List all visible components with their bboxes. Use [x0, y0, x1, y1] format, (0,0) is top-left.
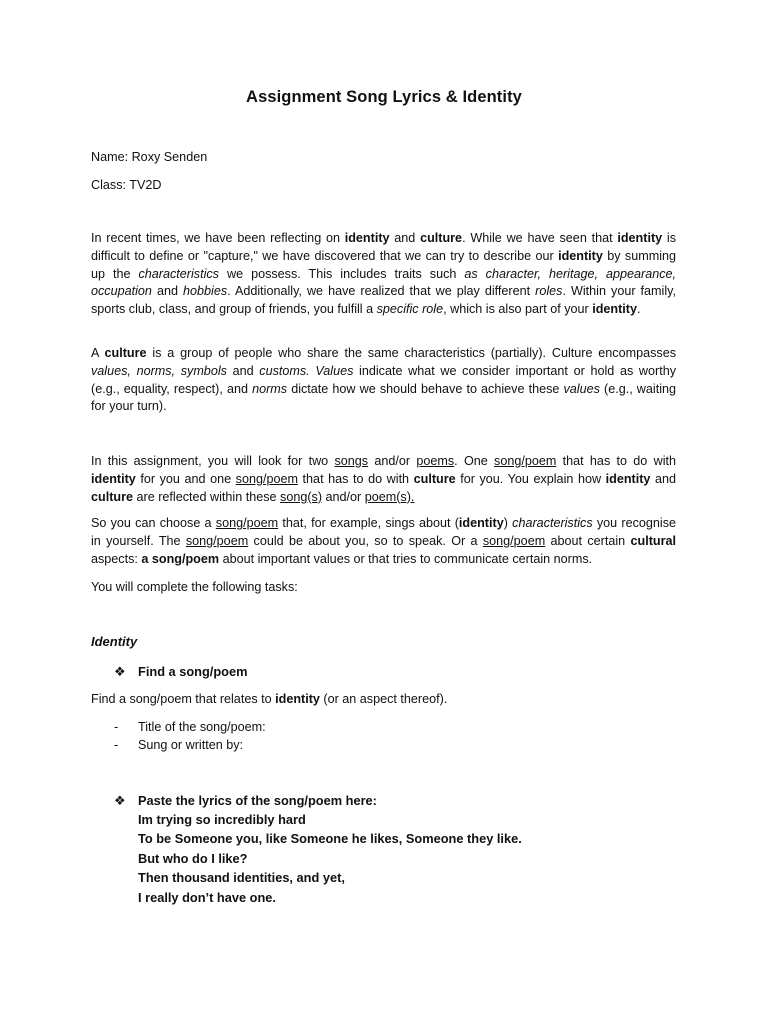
- text-run: poem(s).: [364, 489, 415, 504]
- class-line: Class: TV2D: [91, 178, 162, 192]
- document-title: Assignment Song Lyrics & Identity: [246, 88, 522, 106]
- text-run: (e.g., waiting for your turn).: [91, 381, 676, 414]
- text-run: values, norms, symbols: [91, 363, 227, 378]
- text-run: song/poem: [215, 516, 279, 530]
- text-run: A: [91, 346, 105, 360]
- text-run: that has to do with: [556, 454, 676, 468]
- text-run: characteristics: [512, 516, 593, 530]
- text-run: . While we have seen that: [462, 231, 618, 245]
- text-run: song/poem: [185, 533, 249, 548]
- list-item-author: [114, 736, 243, 754]
- identity-heading: Identity: [91, 634, 138, 649]
- text-run: identity: [458, 516, 504, 530]
- list-item-label: Sung or written by:: [138, 738, 243, 752]
- text-run: . One: [454, 454, 495, 468]
- text-run: specific role: [376, 302, 444, 317]
- choice-paragraph: [91, 515, 676, 568]
- text-run: identity: [275, 692, 320, 706]
- diamond-bullet-icon: ❖: [114, 793, 126, 808]
- text-run: and: [389, 231, 421, 245]
- intro-paragraph-culture: [91, 345, 676, 416]
- text-run: identity: [592, 302, 637, 317]
- text-run: culture: [104, 346, 147, 360]
- assignment-paragraph: [91, 453, 676, 506]
- text-run: you recognise in yourself. The: [91, 516, 677, 548]
- bullet-paste-lyrics: [114, 791, 377, 811]
- bullet-paste-lyrics-label: Paste the lyrics of the song/poem here:: [138, 793, 377, 808]
- text-run: poems: [416, 454, 455, 468]
- text-run: and: [650, 471, 676, 486]
- text-run: could be about you, so to speak. Or a: [248, 533, 483, 548]
- text-run: song(s): [280, 489, 323, 504]
- name-line: Name: Roxy Senden: [91, 150, 208, 164]
- text-run: identity: [344, 231, 390, 245]
- text-run: .: [636, 302, 641, 317]
- text-run: identity: [605, 471, 651, 486]
- dash-bullet: -: [114, 720, 119, 734]
- lyrics-line: But who do I like?: [138, 850, 248, 866]
- text-run: about certain: [545, 533, 631, 548]
- dash-bullet: -: [114, 738, 119, 752]
- text-run: about important values or that tries to communicate certain norms.: [219, 551, 593, 566]
- text-run: indicate what we consider important or hold as worthy (e.g., equality, respect), and: [91, 363, 677, 396]
- text-run: are reflected within these: [133, 489, 281, 504]
- text-run: aspects:: [91, 551, 142, 566]
- find-song-instruction: [91, 690, 447, 708]
- lyrics-line: I really don’t have one.: [138, 889, 276, 905]
- text-run: and: [151, 284, 183, 299]
- bullet-find-song: [114, 662, 248, 682]
- text-run: values: [563, 381, 600, 396]
- text-run: customs. Values: [259, 363, 354, 378]
- text-run: dictate how we should behave to achieve these: [287, 381, 564, 396]
- intro-paragraph-identity: [91, 230, 676, 319]
- text-run: roles: [535, 284, 563, 299]
- text-run: for you. You explain how: [455, 471, 606, 486]
- text-run: and/or: [322, 489, 365, 504]
- list-item-label: Title of the song/poem:: [138, 720, 266, 734]
- lyrics-line: Then thousand identities, and yet,: [138, 870, 345, 886]
- text-run: cultural: [630, 533, 677, 548]
- text-run: for you and one: [135, 471, 236, 486]
- bullet-find-song-label: Find a song/poem: [138, 664, 248, 679]
- text-run: as character, heritage, appearance, occupation: [91, 266, 676, 299]
- text-run: song/poem: [482, 533, 546, 548]
- text-run: norms: [252, 381, 288, 396]
- text-run: culture: [420, 231, 463, 245]
- text-run: identity: [617, 231, 663, 245]
- text-run: identity: [558, 248, 603, 263]
- lyrics-line: Im trying so incredibly hard: [138, 812, 306, 827]
- text-run: song/poem: [235, 471, 298, 486]
- text-run: culture: [413, 471, 456, 486]
- text-run: by summing up the: [91, 248, 676, 281]
- text-run: that, for example, sings about (: [278, 516, 459, 530]
- text-run: is a group of people who share the same characteristics (partially). Culture encompasses: [146, 346, 676, 360]
- text-run: song/poem: [494, 454, 557, 468]
- tasks-intro: You will complete the following tasks:: [91, 580, 298, 594]
- text-run: culture: [91, 489, 133, 504]
- text-run: characteristics: [138, 266, 219, 281]
- text-run: . Within your family, sports club, class, and group of friends, you fulfill a: [91, 284, 676, 317]
- lyrics-block: [138, 810, 522, 907]
- text-run: (or an aspect thereof).: [319, 692, 448, 706]
- diamond-bullet-icon: ❖: [114, 664, 126, 679]
- lyrics-line: To be Someone you, like Someone he likes, Someone they like.: [138, 831, 522, 847]
- text-run: In this assignment, you will look for two: [91, 454, 335, 468]
- text-run: So you can choose a: [91, 516, 216, 530]
- text-run: songs: [334, 454, 369, 468]
- text-run: hobbies: [183, 284, 228, 299]
- text-run: is difficult to define or "capture," we have discovered that we can try to describe our: [91, 231, 676, 263]
- text-run: . Additionally, we have realized that we play different: [227, 284, 536, 299]
- text-run: Find a song/poem that relates to: [91, 692, 276, 706]
- text-run: a song/poem: [141, 551, 220, 566]
- text-run: we possess. This includes traits such: [218, 266, 465, 281]
- text-run: and: [226, 363, 260, 378]
- list-item-title: [114, 718, 266, 736]
- text-run: and/or: [368, 454, 417, 468]
- text-run: identity: [91, 471, 136, 486]
- text-run: , which is also part of your: [443, 302, 593, 317]
- text-run: that has to do with: [297, 471, 414, 486]
- text-run: In recent times, we have been reflecting on: [91, 231, 345, 245]
- text-run: ): [503, 516, 513, 530]
